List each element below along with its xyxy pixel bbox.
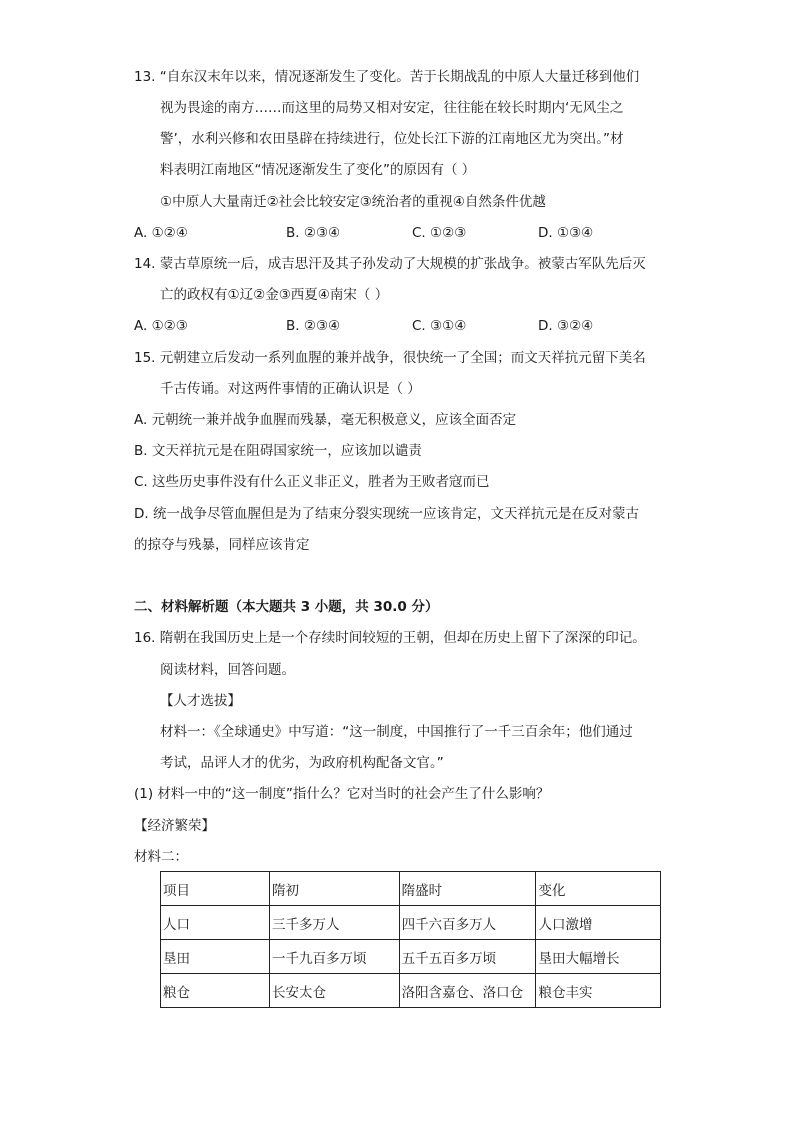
q16-line-1: 16. 隋朝在我国历史上是一个存续时间较短的王朝，但却在历史上留下了深深的印记。 xyxy=(134,630,646,646)
q14-option-c: C. ③①④ xyxy=(412,318,467,334)
table-cell: 垦田大幅增长 xyxy=(536,940,661,974)
q15-option-d: D. 统一战争尽管血腥但是为了结束分裂实现统一应该肯定，文天祥抗元是在反对蒙古 xyxy=(134,506,639,522)
q13-line-3: 警’，水利兴修和农田垦辟在持续进行，位处长江下游的江南地区尤为突出。”材 xyxy=(160,131,624,147)
q14-line-2: 亡的政权有①辽②金③西夏④南宋（ ） xyxy=(160,287,389,303)
q13-option-b: B. ②③④ xyxy=(286,225,341,241)
q14-option-b: B. ②③④ xyxy=(286,318,341,334)
table-header-cell: 隋盛时 xyxy=(399,872,536,906)
table-cell: 人口 xyxy=(161,906,270,940)
q15-option-a: A. 元朝统一兼并战争血腥而残暴，毫无积极意义，应该全面否定 xyxy=(134,412,517,428)
q13-line-5: ①中原人大量南迁②社会比较安定③统治者的重视④自然条件优越 xyxy=(160,194,546,210)
q16-heading-talent: 【人才选拔】 xyxy=(160,693,241,709)
table-header-cell: 项目 xyxy=(161,872,270,906)
q15-line-1: 15. 元朝建立后发动一系列血腥的兼并战争，很快统一了全国；而文天祥抗元留下美名 xyxy=(134,350,646,366)
table-cell: 人口激增 xyxy=(536,906,661,940)
q13-line-1: 13. “自东汉末年以来，情况逐渐发生了变化。苦于长期战乱的中原人大量迁移到他们 xyxy=(134,69,640,85)
q15-option-b: B. 文天祥抗元是在阻碍国家统一，应该加以谴责 xyxy=(134,443,422,459)
q14-line-1: 14. 蒙古草原统一后，成吉思汗及其子孙发动了大规模的扩张战争。被蒙古军队先后灭 xyxy=(134,256,646,272)
table-row xyxy=(161,940,661,974)
table-header-cell: 隋初 xyxy=(270,872,400,906)
table-cell: 五千五百多万顷 xyxy=(399,940,536,974)
table-row xyxy=(161,974,661,1008)
table-cell: 粮仓 xyxy=(161,974,270,1008)
q13-line-2: 视为畏途的南方……而这里的局势又相对安定，往往能在较长时期内‘无风尘之 xyxy=(160,100,624,116)
table-cell: 三千多万人 xyxy=(270,906,400,940)
table-cell: 长安太仓 xyxy=(270,974,400,1008)
section-2-title: 二、材料解析题（本大题共 3 小题，共 30.0 分） xyxy=(134,599,439,615)
q13-option-c: C. ①②③ xyxy=(412,225,467,241)
material-2-table xyxy=(160,871,661,1008)
table-header-cell: 变化 xyxy=(536,872,661,906)
q15-line-2: 千古传诵。对这两件事情的正确认识是（ ） xyxy=(160,381,421,397)
table-cell: 粮仓丰实 xyxy=(536,974,661,1008)
table-header-row xyxy=(161,872,661,906)
table-cell: 垦田 xyxy=(161,940,270,974)
q15-option-c: C. 这些历史事件没有什么正义非正义，胜者为王败者寇而已 xyxy=(134,474,490,490)
q16-subquestion-1: (1) 材料一中的“这一制度”指什么？它对当时的社会产生了什么影响？ xyxy=(134,786,550,802)
table-cell: 洛阳含嘉仓、洛口仓 xyxy=(399,974,536,1008)
q13-option-a: A. ①②④ xyxy=(134,225,188,241)
q16-material-1-line-2: 考试，品评人才的优劣，为政府机构配备文官。” xyxy=(160,755,444,771)
q13-line-4: 料表明江南地区“情况逐渐发生了变化”的原因有（ ） xyxy=(160,162,476,178)
table-cell: 一千九百多万顷 xyxy=(270,940,400,974)
q16-heading-economy: 【经济繁荣】 xyxy=(134,818,215,834)
q14-option-a: A. ①②③ xyxy=(134,318,188,334)
q16-material-1-line-1: 材料一：《全球通史》中写道：“这一制度，中国推行了一千三百余年；他们通过 xyxy=(160,724,633,740)
q13-option-d: D. ①③④ xyxy=(538,225,594,241)
table-row xyxy=(161,906,661,940)
q14-option-d: D. ③②④ xyxy=(538,318,594,334)
q16-material-2-label: 材料二： xyxy=(134,849,188,865)
table-cell: 四千六百多万人 xyxy=(399,906,536,940)
q15-option-d-cont: 的掠夺与残暴，同样应该肯定 xyxy=(134,537,310,553)
q16-line-2: 阅读材料，回答问题。 xyxy=(160,662,295,678)
